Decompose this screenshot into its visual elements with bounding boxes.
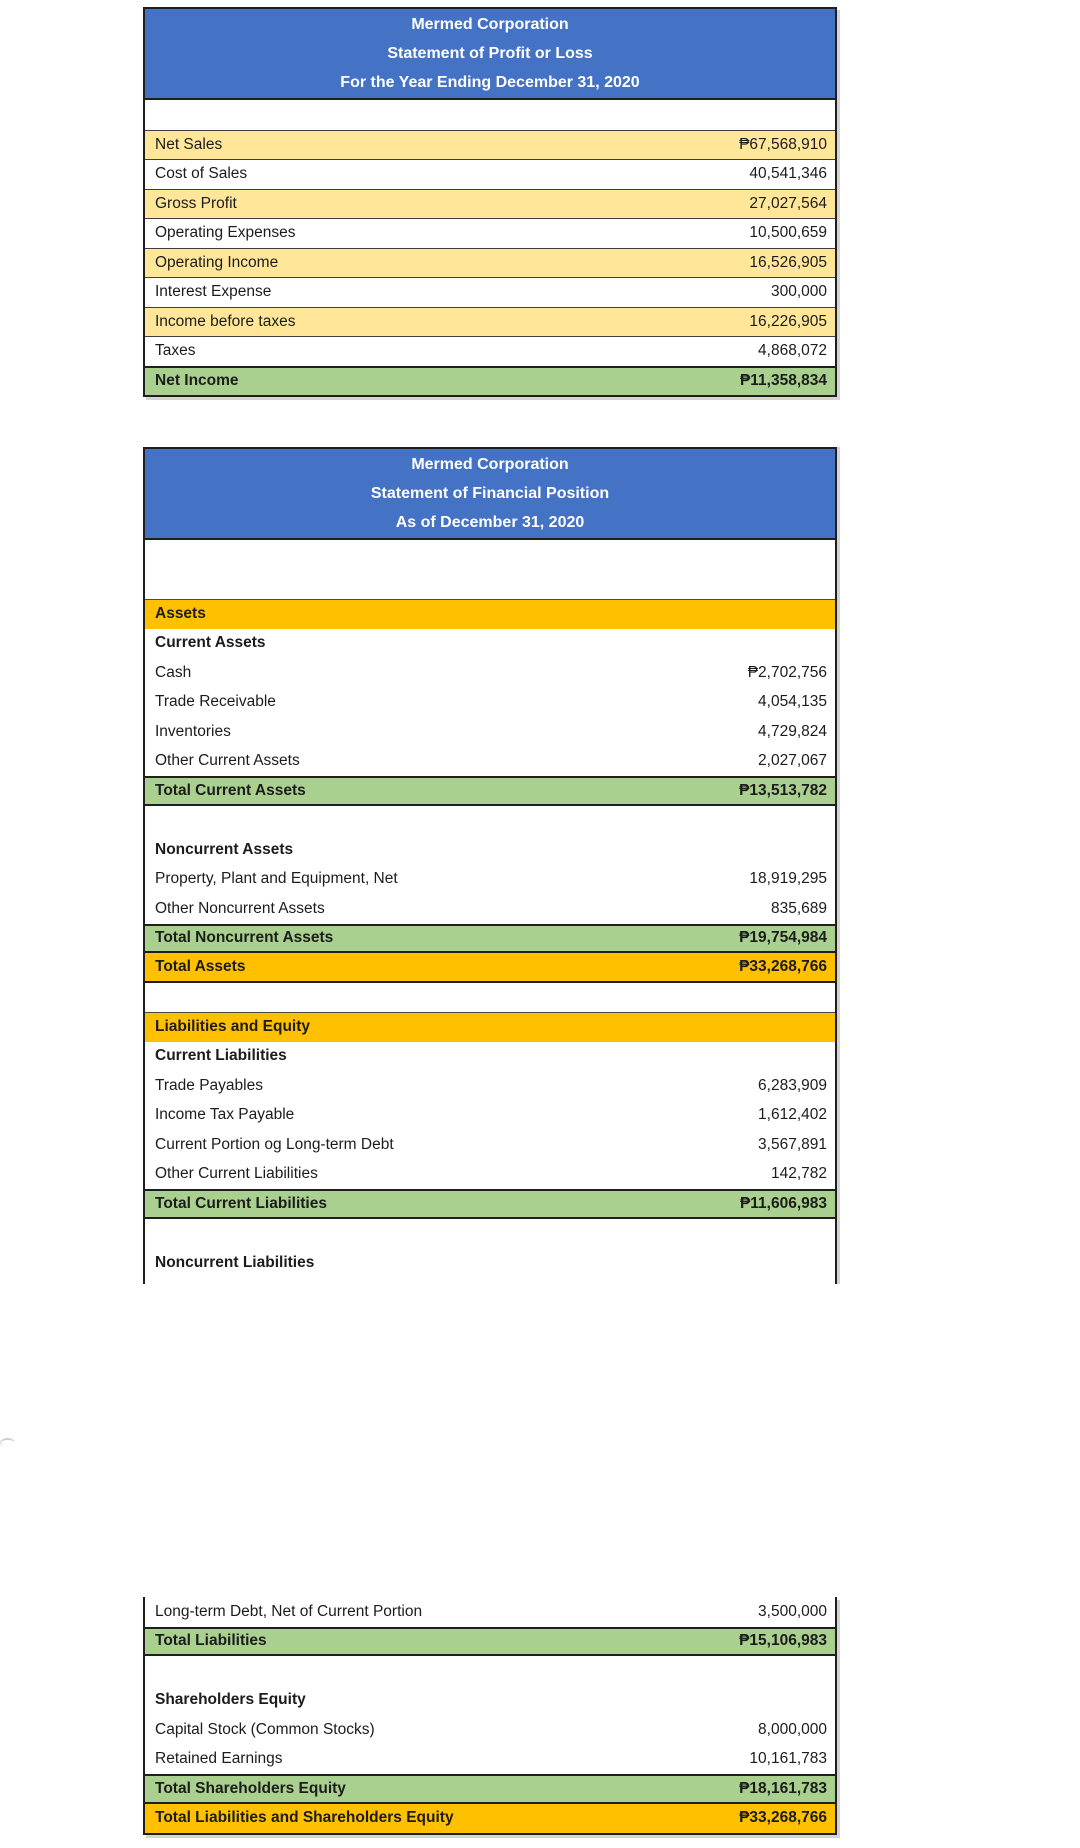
row-label: Net Income: [155, 372, 239, 390]
balance-sheet-rows-bottom: [145, 1597, 835, 1833]
table-row: [145, 599, 835, 629]
spacer-row: [145, 983, 835, 1013]
row-value: 835,689: [770, 899, 827, 917]
row-label: Current Liabilities: [155, 1047, 287, 1065]
statement-title-line: As of December 31, 2020: [395, 514, 585, 531]
row-label: Gross Profit: [155, 194, 237, 212]
balance-sheet-header: [145, 449, 835, 540]
row-label: Operating Expenses: [155, 224, 296, 242]
spacer-row: [145, 806, 835, 836]
row-value: ₱67,568,910: [739, 135, 827, 153]
row-value: 3,567,891: [758, 1135, 827, 1153]
table-row: [145, 277, 835, 307]
table-row: [145, 189, 835, 219]
table-row: [145, 1248, 835, 1278]
table-row: [145, 307, 835, 337]
table-row: [145, 336, 835, 366]
row-label: Shareholders Equity: [155, 1691, 306, 1709]
table-row: [145, 1101, 835, 1131]
row-label: Trade Payables: [155, 1076, 263, 1094]
row-value: ₱19,754,984: [739, 929, 827, 947]
table-row: [145, 1189, 835, 1219]
row-value: 4,729,824: [758, 722, 827, 740]
row-label: Noncurrent Liabilities: [155, 1253, 315, 1271]
table-row: [145, 688, 835, 718]
table-row: [145, 1160, 835, 1190]
statement-title-line: Statement of Financial Position: [370, 485, 610, 502]
table-row: [145, 1627, 835, 1657]
row-label: Current Assets: [155, 634, 266, 652]
row-label: Other Noncurrent Assets: [155, 899, 325, 917]
table-row: [145, 1042, 835, 1072]
table-row: [145, 658, 835, 688]
row-value: ₱11,358,834: [739, 372, 827, 390]
table-row: [145, 629, 835, 659]
row-label: Capital Stock (Common Stocks): [155, 1720, 375, 1738]
row-label: Total Shareholders Equity: [155, 1779, 346, 1797]
table-row: [145, 248, 835, 278]
row-label: Retained Earnings: [155, 1750, 283, 1768]
row-value: 4,054,135: [758, 693, 827, 711]
balance-sheet-table-top: [143, 447, 837, 1284]
income-statement-table: [143, 7, 837, 397]
spacer-row: [145, 570, 835, 600]
row-label: Total Current Liabilities: [155, 1194, 327, 1212]
row-label: Total Liabilities: [155, 1632, 267, 1650]
table-row: [145, 1804, 835, 1834]
row-value: 16,526,905: [749, 253, 827, 271]
row-value: 8,000,000: [758, 1720, 827, 1738]
row-label: Cash: [155, 663, 192, 681]
spacer-row: [145, 100, 835, 130]
row-value: 1,612,402: [758, 1106, 827, 1124]
table-row: [145, 894, 835, 924]
row-label: Income Tax Payable: [155, 1106, 295, 1124]
table-row: [145, 366, 835, 396]
row-label: Cost of Sales: [155, 165, 248, 183]
table-row: [145, 953, 835, 983]
row-label: Liabilities and Equity: [155, 1018, 311, 1036]
row-label: Trade Receivable: [155, 693, 276, 711]
table-row: [145, 924, 835, 954]
balance-sheet-table-bottom-fragment: [143, 1597, 837, 1835]
row-value: ₱18,161,783: [739, 1779, 827, 1797]
table-row: [145, 159, 835, 189]
row-value: 40,541,346: [749, 165, 827, 183]
row-value: 4,868,072: [758, 342, 827, 360]
row-value: 16,226,905: [749, 312, 827, 330]
row-value: ₱13,513,782: [739, 781, 827, 799]
row-label: Income before taxes: [155, 312, 296, 330]
spacer-row: [145, 1219, 835, 1249]
income-statement-header: [145, 9, 835, 100]
table-row: [145, 218, 835, 248]
income-statement-rows: [145, 100, 835, 395]
row-label: Total Noncurrent Assets: [155, 929, 334, 947]
table-row: [145, 865, 835, 895]
table-row: [145, 1130, 835, 1160]
row-label: Interest Expense: [155, 283, 272, 301]
spacer-row: [145, 1656, 835, 1686]
row-label: Other Current Liabilities: [155, 1165, 318, 1183]
row-value: 18,919,295: [749, 870, 827, 888]
statement-title-line: Mermed Corporation: [411, 456, 569, 473]
row-value: ₱2,702,756: [747, 663, 827, 681]
row-label: Total Assets: [155, 957, 246, 975]
row-value: 2,027,067: [758, 752, 827, 770]
row-label: Total Current Assets: [155, 781, 306, 799]
scan-artifact: [0, 1438, 15, 1447]
statement-title-line: Statement of Profit or Loss: [387, 45, 593, 62]
table-row: [145, 747, 835, 777]
row-value: ₱33,268,766: [739, 1809, 827, 1827]
row-label: Operating Income: [155, 253, 279, 271]
table-row: [145, 1071, 835, 1101]
row-value: 142,782: [770, 1165, 827, 1183]
row-value: ₱15,106,983: [739, 1632, 827, 1650]
row-label: Current Portion og Long-term Debt: [155, 1135, 394, 1153]
row-value: 6,283,909: [758, 1076, 827, 1094]
table-row: [145, 1745, 835, 1775]
row-label: Taxes: [155, 342, 196, 360]
row-value: 10,500,659: [749, 224, 827, 242]
row-label: Assets: [155, 605, 206, 623]
balance-sheet-rows-top: [145, 540, 835, 1278]
statement-title-line: Mermed Corporation: [411, 16, 569, 33]
row-value: 27,027,564: [749, 194, 827, 212]
table-row: [145, 1774, 835, 1804]
row-value: ₱11,606,983: [739, 1194, 827, 1212]
row-value: 10,161,783: [749, 1750, 827, 1768]
row-label: Net Sales: [155, 135, 223, 153]
row-label: Noncurrent Assets: [155, 840, 294, 858]
row-value: ₱33,268,766: [739, 957, 827, 975]
table-row: [145, 130, 835, 160]
table-row: [145, 1686, 835, 1716]
row-label: Other Current Assets: [155, 752, 300, 770]
table-row: [145, 1715, 835, 1745]
table-row: [145, 1597, 835, 1627]
table-row: [145, 776, 835, 806]
row-label: Property, Plant and Equipment, Net: [155, 870, 398, 888]
statement-title-line: For the Year Ending December 31, 2020: [340, 74, 640, 91]
row-label: Long-term Debt, Net of Current Portion: [155, 1602, 423, 1620]
row-label: Inventories: [155, 722, 231, 740]
table-row: [145, 717, 835, 747]
row-value: 300,000: [770, 283, 827, 301]
table-row: [145, 1012, 835, 1042]
row-label: Total Liabilities and Shareholders Equity: [155, 1809, 454, 1827]
table-row: [145, 835, 835, 865]
row-value: 3,500,000: [758, 1602, 827, 1620]
spacer-row: [145, 540, 835, 570]
